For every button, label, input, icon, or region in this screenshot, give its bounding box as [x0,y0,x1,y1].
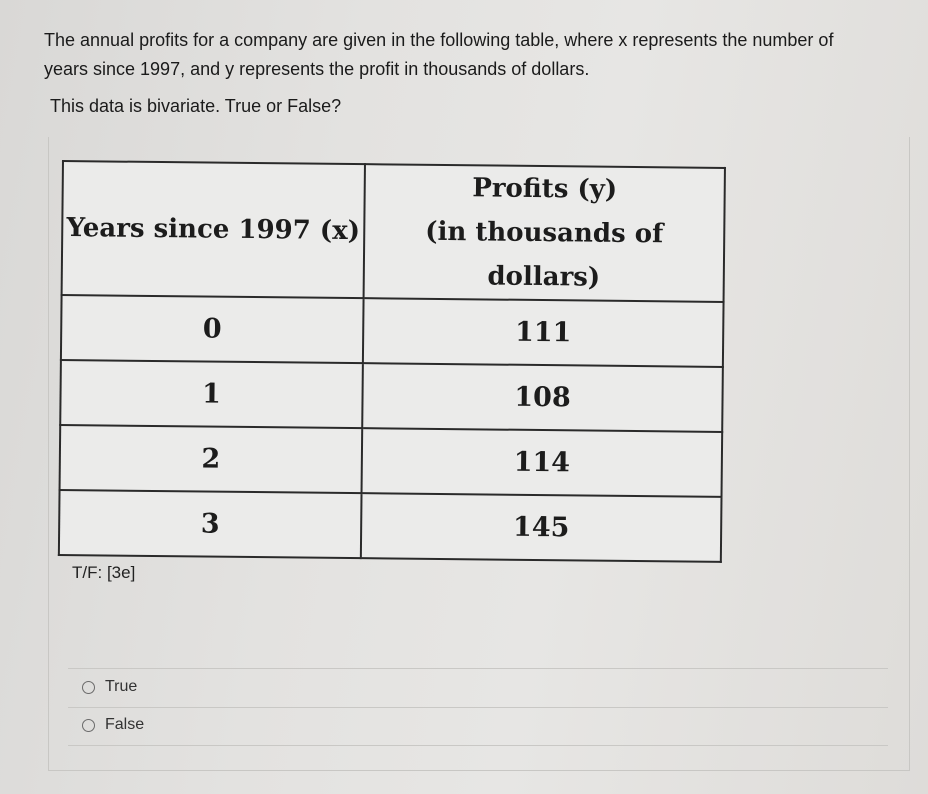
divider [68,707,888,708]
question-line-1: The annual profits for a company are given in the following table, where x represents the number of [44,30,834,50]
cell-y: 108 [362,363,723,432]
table-row [61,295,724,367]
cell-y: 111 [363,298,724,367]
cell-x: 1 [60,360,363,428]
option-false[interactable] [82,716,144,734]
cell-y: 114 [362,428,723,497]
cell-x: 3 [59,490,362,558]
divider [68,745,888,746]
option-false-label: False [105,716,145,733]
cell-x: 0 [61,295,364,363]
radio-true[interactable] [82,681,95,694]
header-profits [364,164,725,302]
cell-x: 2 [60,425,363,493]
header-profits-line-2: (in thousands of dollars) [425,216,664,293]
divider [68,668,888,669]
header-profits-line-1: Profits (y) [472,173,618,205]
profits-table [58,160,726,563]
option-true[interactable] [82,678,137,696]
cell-y: 145 [361,493,722,562]
header-years: Years since 1997 (x) [62,161,365,298]
answer-label: T/F: [3e] [72,563,136,582]
question-line-2: years since 1997, and y represents the profit in thousands of dollars. [44,59,590,79]
table-row [60,360,723,432]
table-row [59,490,722,562]
question-prompt: This data is bivariate. True or False? [50,96,342,116]
table-row [60,425,723,497]
option-true-label: True [105,678,138,695]
radio-false[interactable] [82,719,95,732]
question-text [44,26,914,84]
table-header-row [62,161,725,302]
